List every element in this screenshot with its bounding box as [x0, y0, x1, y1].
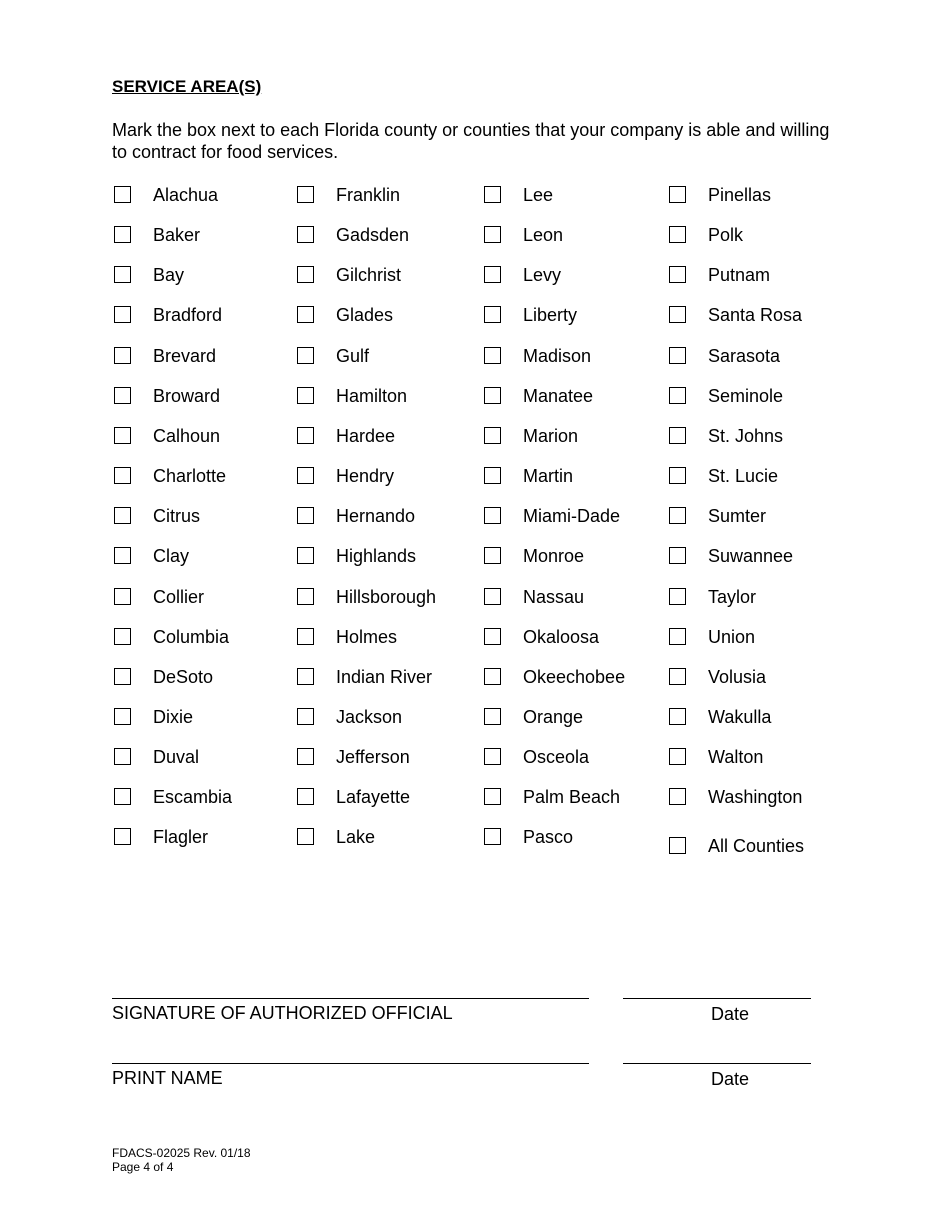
county-label: Osceola [523, 747, 590, 767]
county-checkbox[interactable] [297, 467, 314, 484]
county-checkbox[interactable] [484, 387, 501, 404]
county-checkbox[interactable] [669, 668, 686, 685]
county-checkbox[interactable] [114, 347, 131, 364]
county-label: Madison [523, 346, 592, 366]
county-label: St. Johns [708, 426, 784, 446]
county-option[interactable] [114, 827, 284, 847]
county-option[interactable] [484, 225, 654, 245]
county-option[interactable] [297, 827, 467, 847]
county-label: Baker [153, 225, 201, 245]
county-checkbox[interactable] [114, 427, 131, 444]
county-checkbox[interactable] [114, 306, 131, 323]
county-label: Gadsden [336, 225, 410, 245]
county-label: Sumter [708, 506, 767, 526]
county-label: Hillsborough [336, 587, 437, 607]
county-checkbox[interactable] [114, 387, 131, 404]
county-checkbox[interactable] [114, 186, 131, 203]
county-label: Okaloosa [523, 627, 600, 647]
county-option[interactable] [114, 225, 284, 245]
county-label: Santa Rosa [708, 305, 803, 325]
county-checkbox[interactable] [114, 266, 131, 283]
county-checkbox[interactable] [297, 266, 314, 283]
county-checkbox[interactable] [297, 748, 314, 765]
county-label: Glades [336, 305, 394, 325]
county-checkbox[interactable] [297, 588, 314, 605]
county-option[interactable] [669, 787, 839, 807]
county-label: Washington [708, 787, 803, 807]
county-option[interactable] [484, 627, 654, 647]
signature-date-line[interactable] [623, 998, 811, 999]
county-label: Holmes [336, 627, 398, 647]
county-label: Levy [523, 265, 562, 285]
county-checkbox[interactable] [114, 588, 131, 605]
county-option[interactable] [669, 185, 839, 205]
county-option[interactable] [669, 627, 839, 647]
county-option[interactable] [297, 386, 467, 406]
county-checkbox[interactable] [484, 467, 501, 484]
county-checkbox[interactable] [114, 828, 131, 845]
county-option[interactable] [669, 426, 839, 446]
county-label: Taylor [708, 587, 757, 607]
county-option[interactable] [297, 667, 467, 687]
print-name-line[interactable] [112, 1063, 589, 1064]
county-label: Manatee [523, 386, 594, 406]
county-option[interactable] [114, 466, 284, 486]
print-name-label: PRINT NAME [112, 1068, 223, 1088]
county-checkbox[interactable] [114, 467, 131, 484]
county-option[interactable] [114, 265, 284, 285]
county-label: Duval [153, 747, 200, 767]
county-label: Hamilton [336, 386, 408, 406]
county-option[interactable] [669, 747, 839, 767]
county-label: Leon [523, 225, 564, 245]
county-label: Marion [523, 426, 579, 446]
county-checkbox[interactable] [114, 668, 131, 685]
county-label: All Counties [708, 836, 805, 856]
county-label: Flagler [153, 827, 209, 847]
county-checkbox[interactable] [484, 226, 501, 243]
county-checkbox[interactable] [114, 226, 131, 243]
county-option[interactable] [669, 506, 839, 526]
county-label: Highlands [336, 546, 417, 566]
county-label: Walton [708, 747, 764, 767]
county-option[interactable] [484, 787, 654, 807]
county-label: DeSoto [153, 667, 214, 687]
county-checkbox[interactable] [297, 306, 314, 323]
form-id: FDACS-02025 Rev. 01/18 [112, 1146, 251, 1160]
county-option[interactable] [669, 346, 839, 366]
county-checkbox[interactable] [484, 628, 501, 645]
county-checkbox[interactable] [484, 266, 501, 283]
county-option[interactable] [484, 185, 654, 205]
county-label: St. Lucie [708, 466, 779, 486]
county-option[interactable] [114, 587, 284, 607]
county-label: Franklin [336, 185, 401, 205]
county-option[interactable] [669, 225, 839, 245]
county-option[interactable] [114, 346, 284, 366]
county-label: Suwannee [708, 546, 794, 566]
county-checkbox[interactable] [669, 708, 686, 725]
county-option[interactable] [669, 707, 839, 727]
county-checkbox[interactable] [669, 788, 686, 805]
county-checkbox[interactable] [114, 507, 131, 524]
county-checkbox[interactable] [484, 668, 501, 685]
county-option[interactable] [669, 305, 839, 325]
county-checkbox[interactable] [484, 828, 501, 845]
county-checkbox[interactable] [669, 347, 686, 364]
county-option[interactable] [297, 305, 467, 325]
county-checkbox[interactable] [484, 306, 501, 323]
county-option[interactable] [484, 466, 654, 486]
county-checkbox[interactable] [669, 306, 686, 323]
county-option[interactable] [484, 707, 654, 727]
county-label: Lee [523, 185, 554, 205]
county-checkbox[interactable] [114, 628, 131, 645]
county-checkbox[interactable] [297, 507, 314, 524]
county-checkbox[interactable] [297, 788, 314, 805]
county-label: Hardee [336, 426, 396, 446]
county-option[interactable] [114, 546, 284, 566]
county-label: Jackson [336, 707, 403, 727]
county-option[interactable] [484, 305, 654, 325]
county-label: Seminole [708, 386, 784, 406]
county-label: Hendry [336, 466, 395, 486]
county-option[interactable] [484, 747, 654, 767]
county-option[interactable] [484, 546, 654, 566]
county-option[interactable] [114, 747, 284, 767]
county-option[interactable] [297, 506, 467, 526]
county-option[interactable] [114, 386, 284, 406]
county-label: Jefferson [336, 747, 410, 767]
county-option[interactable] [669, 386, 839, 406]
county-option[interactable] [114, 426, 284, 446]
county-option[interactable] [484, 667, 654, 687]
county-option[interactable] [484, 386, 654, 406]
county-checkbox[interactable] [297, 427, 314, 444]
signature-label: SIGNATURE OF AUTHORIZED OFFICIAL [112, 1003, 453, 1023]
county-label: Martin [523, 466, 574, 486]
print-name-date-line[interactable] [623, 1063, 811, 1064]
county-label: Lake [336, 827, 376, 847]
county-label: Broward [153, 386, 221, 406]
county-label: Indian River [336, 667, 433, 687]
county-checkbox[interactable] [484, 507, 501, 524]
instructions-text: Mark the box next to each Florida county or counties that your company is able and willing to contract for food services. [112, 120, 830, 162]
county-checkbox[interactable] [484, 708, 501, 725]
county-option[interactable] [484, 426, 654, 446]
county-option[interactable] [297, 346, 467, 366]
county-checkbox[interactable] [297, 347, 314, 364]
county-option[interactable] [297, 787, 467, 807]
county-label: Miami-Dade [523, 506, 621, 526]
county-option[interactable] [114, 627, 284, 647]
county-checkbox[interactable] [484, 748, 501, 765]
county-option[interactable] [669, 587, 839, 607]
county-checkbox[interactable] [669, 427, 686, 444]
county-checkbox[interactable] [484, 788, 501, 805]
county-checkbox[interactable] [669, 467, 686, 484]
county-label: Dixie [153, 707, 194, 727]
county-checkbox[interactable] [669, 186, 686, 203]
county-label: Gilchrist [336, 265, 402, 285]
county-label: Charlotte [153, 466, 227, 486]
county-label: Gulf [336, 346, 370, 366]
county-checkbox[interactable] [297, 708, 314, 725]
county-checkbox[interactable] [669, 226, 686, 243]
county-checkbox[interactable] [669, 266, 686, 283]
county-checkbox[interactable] [297, 628, 314, 645]
county-option[interactable] [114, 787, 284, 807]
county-label: Collier [153, 587, 205, 607]
county-checkbox[interactable] [669, 588, 686, 605]
county-option[interactable] [114, 667, 284, 687]
county-option[interactable] [297, 426, 467, 446]
county-option[interactable] [484, 506, 654, 526]
county-label: Brevard [153, 346, 217, 366]
county-option[interactable] [669, 265, 839, 285]
county-label: Pasco [523, 827, 574, 847]
county-option[interactable] [484, 827, 654, 847]
county-option[interactable] [297, 466, 467, 486]
page-title: SERVICE AREA(S) [112, 77, 262, 96]
county-option[interactable] [114, 305, 284, 325]
county-label: Bay [153, 265, 185, 285]
county-label: Lafayette [336, 787, 411, 807]
county-option[interactable] [297, 185, 467, 205]
county-label: Escambia [153, 787, 233, 807]
county-checkbox[interactable] [297, 226, 314, 243]
county-option[interactable] [669, 466, 839, 486]
county-label: Union [708, 627, 756, 647]
county-checkbox[interactable] [297, 186, 314, 203]
county-checkbox[interactable] [669, 547, 686, 564]
county-option[interactable] [484, 587, 654, 607]
county-checkbox[interactable] [297, 547, 314, 564]
county-checkbox[interactable] [669, 507, 686, 524]
county-label: Putnam [708, 265, 771, 285]
county-label: Clay [153, 546, 190, 566]
county-label: Pinellas [708, 185, 772, 205]
county-checkbox[interactable] [669, 387, 686, 404]
county-label: Bradford [153, 305, 223, 325]
county-checkbox[interactable] [669, 628, 686, 645]
county-label: Volusia [708, 667, 767, 687]
county-option[interactable] [484, 346, 654, 366]
county-option[interactable] [297, 707, 467, 727]
county-checkbox[interactable] [484, 588, 501, 605]
page-number: Page 4 of 4 [112, 1160, 174, 1174]
county-option[interactable] [297, 747, 467, 767]
county-option[interactable] [297, 225, 467, 245]
signature-date-label: Date [711, 1004, 750, 1024]
county-checkbox[interactable] [484, 427, 501, 444]
county-checkbox[interactable] [669, 748, 686, 765]
county-checkbox[interactable] [297, 668, 314, 685]
county-option[interactable] [297, 265, 467, 285]
county-checkbox[interactable] [114, 547, 131, 564]
county-label: Hernando [336, 506, 416, 526]
county-label: Sarasota [708, 346, 781, 366]
county-label: Nassau [523, 587, 585, 607]
form-footer [112, 1146, 251, 1174]
county-checkbox[interactable] [114, 748, 131, 765]
county-checkbox[interactable] [297, 387, 314, 404]
county-label: Monroe [523, 546, 585, 566]
county-option[interactable] [114, 707, 284, 727]
county-option[interactable] [297, 546, 467, 566]
county-label: Orange [523, 707, 584, 727]
county-option[interactable] [114, 506, 284, 526]
print-name-date-label: Date [711, 1069, 750, 1089]
county-option[interactable] [669, 667, 839, 687]
county-label: Polk [708, 225, 744, 245]
county-label: Columbia [153, 627, 230, 647]
county-option[interactable] [669, 546, 839, 566]
county-label: Okeechobee [523, 667, 626, 687]
county-label: Palm Beach [523, 787, 621, 807]
county-checkbox[interactable] [297, 828, 314, 845]
county-checkbox[interactable] [114, 788, 131, 805]
county-option[interactable] [484, 265, 654, 285]
county-label: Citrus [153, 506, 201, 526]
county-option[interactable] [297, 627, 467, 647]
county-label: Liberty [523, 305, 578, 325]
county-checkbox[interactable] [114, 708, 131, 725]
county-checkbox[interactable] [669, 837, 686, 854]
county-label: Wakulla [708, 707, 772, 727]
county-checkbox[interactable] [484, 186, 501, 203]
signature-line[interactable] [112, 998, 589, 999]
county-label: Calhoun [153, 426, 221, 446]
county-option[interactable] [669, 836, 839, 856]
county-option[interactable] [114, 185, 284, 205]
county-label: Alachua [153, 185, 219, 205]
county-checkbox[interactable] [484, 547, 501, 564]
county-checkbox[interactable] [484, 347, 501, 364]
county-option[interactable] [297, 587, 467, 607]
